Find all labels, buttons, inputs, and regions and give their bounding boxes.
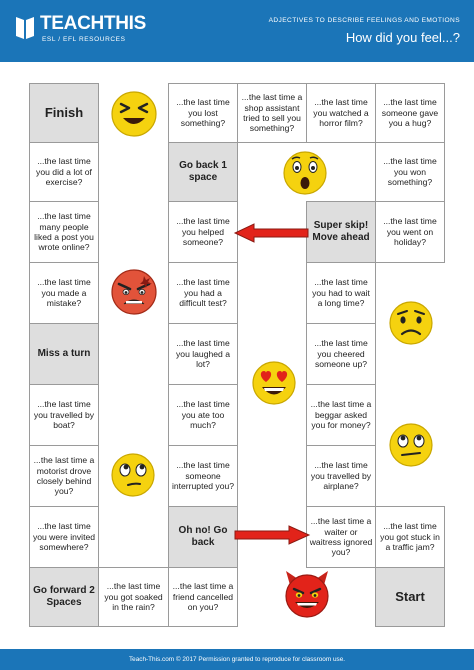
devil-face-icon <box>282 569 332 619</box>
board-cell: ...the last time you ate too much? <box>168 384 238 446</box>
board-cell: ...the last time you helped someone? <box>168 201 238 263</box>
cell-start: Start <box>375 567 445 627</box>
cell-go-forward-two: Go forward 2 Spaces <box>29 567 99 627</box>
board-cell: ...the last time you won something? <box>375 142 445 202</box>
board-cell: ...the last time you got soaked in the rain? <box>98 567 169 627</box>
cell-go-back-one: Go back 1 space <box>168 142 238 202</box>
back-arrow-icon <box>232 222 312 244</box>
angry-face-icon <box>110 268 158 316</box>
board-cell: ...the last time you cheered someone up? <box>306 323 376 385</box>
board-cell: ...the last time a beggar asked you for money? <box>306 384 376 446</box>
copyright-text: Teach-This.com © 2017 Permission granted to reproduce for classroom use. <box>128 656 346 663</box>
board-cell: ...the last time you did a lot of exercise? <box>29 142 99 202</box>
laughing-face-icon <box>110 90 158 138</box>
board-cell: ...the last time a motorist drove closely behind you? <box>29 445 99 507</box>
board-cell: ...the last time someone gave you a hug? <box>375 83 445 143</box>
board-cell: ...the last time you watched a horror film? <box>306 83 376 143</box>
board-cell: ...the last time you got stuck in a traffic jam? <box>375 506 445 568</box>
board-cell: ...the last time you had a difficult test? <box>168 262 238 324</box>
board-cell: ...the last time you laughed a lot? <box>168 323 238 385</box>
board-cell: ...the last time you lost something? <box>168 83 238 143</box>
board-cell: ...the last time someone interrupted you? <box>168 445 238 507</box>
confused-face-icon <box>388 422 434 468</box>
board-cell: ...the last time many people liked a post you wrote online? <box>29 201 99 263</box>
worried-face-icon <box>388 300 434 346</box>
cell-oh-no-go-back: Oh no! Go back <box>168 506 238 568</box>
board-cell: ...the last time you went on holiday? <box>375 201 445 263</box>
footer-bar <box>0 649 474 670</box>
board-cell: ...the last time you made a mistake? <box>29 262 99 324</box>
board-cell: ...the last time a friend cancelled on you? <box>168 567 238 627</box>
board-cell: ...the last time you travelled by boat? <box>29 384 99 446</box>
board-cell: ...the last time a shop assistant tried to sell you something? <box>237 83 307 143</box>
board-cell: ...the last time you were invited somewhere? <box>29 506 99 568</box>
worksheet-title: How did you feel...? <box>345 30 460 45</box>
board-cell: ...the last time a waiter or waitress ignored you? <box>306 506 376 568</box>
board-cell: ...the last time you travelled by airplane? <box>306 445 376 507</box>
shocked-face-icon <box>282 150 328 196</box>
board-cell: ...the last time you had to wait a long time? <box>306 262 376 324</box>
cell-finish: Finish <box>29 83 99 143</box>
cell-miss-a-turn: Miss a turn <box>29 323 99 385</box>
cell-super-skip: Super skip! Move ahead <box>306 201 376 263</box>
brand-name: TEACHTHIS <box>40 13 147 34</box>
forward-arrow-icon <box>232 524 312 546</box>
thinking-face-icon <box>110 452 156 498</box>
heart-eyes-face-icon <box>251 360 297 406</box>
brand-tagline: ESL / EFL RESOURCES <box>42 36 126 43</box>
worksheet-kicker: ADJECTIVES TO DESCRIBE FEELINGS AND EMOTIONS <box>268 17 460 24</box>
